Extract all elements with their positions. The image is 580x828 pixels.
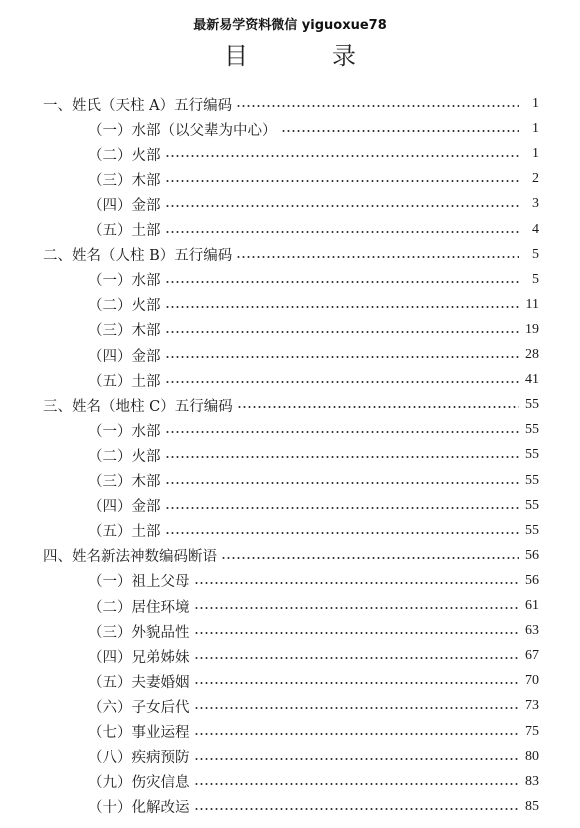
toc-section-entry	[88, 593, 539, 619]
toc-entry-page-number: 19	[525, 321, 539, 337]
toc-entry-label: （三）外貌品性	[88, 624, 190, 641]
toc-section-entry	[88, 317, 539, 343]
toc-entry-label: （一）祖上父母	[88, 574, 190, 591]
toc-chapter-entry	[43, 91, 539, 117]
dot-leader	[194, 657, 520, 659]
dot-leader	[165, 532, 520, 534]
toc-section-entry	[88, 744, 539, 770]
toc-entry-label: （二）火部	[88, 298, 161, 315]
toc-section-entry	[88, 292, 539, 318]
toc-section-entry	[88, 267, 539, 293]
toc-entry-label: （四）金部	[88, 499, 161, 516]
dot-leader	[165, 507, 520, 509]
toc-entry-label: （三）木部	[88, 323, 161, 340]
toc-entry-page-number: 55	[525, 397, 539, 413]
toc-entry-label: （三）木部	[88, 474, 161, 490]
toc-entry-page-number: 55	[525, 472, 539, 488]
dot-leader	[165, 431, 520, 433]
toc-entry-label: （二）火部	[88, 448, 161, 465]
toc-entry-label: 一、姓氏（天柱 A）五行编码	[43, 97, 233, 114]
toc-section-entry	[88, 493, 539, 519]
toc-section-entry	[88, 643, 539, 669]
dot-leader	[236, 105, 519, 107]
dot-leader	[221, 557, 519, 559]
toc-entry-label: （七）事业运程	[88, 725, 190, 741]
toc-section-entry	[88, 442, 539, 468]
toc-entry-page-number: 2	[532, 171, 539, 187]
toc-section-entry	[88, 618, 539, 644]
toc-entry-label: （五）土部	[88, 524, 161, 541]
dot-leader	[194, 707, 520, 709]
toc-entry-page-number: 5	[532, 271, 539, 287]
toc-entry-label: （四）金部	[88, 348, 161, 365]
dot-leader	[165, 482, 520, 484]
dot-leader	[165, 281, 520, 283]
toc-entry-page-number: 67	[525, 648, 539, 664]
toc-section-entry	[88, 116, 539, 142]
dot-leader	[281, 130, 520, 132]
toc-entry-page-number: 56	[525, 547, 539, 563]
dot-leader	[194, 808, 520, 810]
toc-entry-page-number: 80	[525, 748, 539, 764]
toc-entry-page-number: 1	[532, 96, 539, 111]
page-title: 目录	[224, 42, 440, 70]
dot-leader	[194, 758, 520, 760]
toc-section-entry	[88, 217, 539, 243]
toc-section-entry	[88, 668, 539, 694]
toc-entry-label: （四）金部	[88, 197, 161, 214]
dot-leader	[165, 381, 520, 383]
dot-leader	[165, 306, 520, 308]
toc-entry-label: （一）水部（以父辈为中心）	[88, 122, 277, 139]
toc-section-entry	[88, 166, 539, 192]
dot-leader	[194, 783, 520, 785]
toc-entry-label: 二、姓名（人柱 B）五行编码	[43, 248, 233, 265]
toc-entry-page-number: 1	[532, 146, 539, 162]
toc-entry-label: （十）化解改运	[88, 800, 190, 817]
toc-entry-page-number: 5	[532, 246, 539, 262]
toc-chapter-entry	[43, 242, 539, 268]
toc-chapter-entry	[43, 543, 539, 569]
toc-entry-label: （九）伤灾信息	[88, 775, 190, 792]
toc-entry-label: 四、姓名新法神数编码断语	[43, 549, 217, 566]
dot-leader	[165, 331, 520, 333]
toc-entry-page-number: 11	[525, 296, 539, 312]
toc-entry-label: （八）疾病预防	[88, 750, 190, 767]
toc-entry-label: （三）木部	[88, 172, 161, 189]
toc-entry-page-number: 70	[525, 673, 539, 689]
dot-leader	[165, 205, 520, 207]
dot-leader	[165, 356, 520, 358]
toc-section-entry	[88, 367, 539, 393]
dot-leader	[194, 582, 520, 584]
toc-entry-page-number: 73	[525, 698, 539, 714]
toc-entry-label: （四）兄弟姊妹	[88, 649, 190, 666]
toc-entry-label: 三、姓名（地柱 C）五行编码	[43, 398, 233, 415]
toc-entry-label: （五）土部	[88, 223, 161, 239]
toc-entry-page-number: 55	[525, 422, 539, 438]
toc-entry-label: （一）水部	[88, 423, 161, 440]
toc-entry-label: （五）土部	[88, 373, 161, 390]
toc-section-entry	[88, 719, 539, 745]
toc-entry-page-number: 63	[525, 623, 539, 639]
toc-section-entry	[88, 468, 539, 494]
toc-entry-page-number: 41	[525, 372, 539, 388]
dot-leader	[237, 406, 519, 408]
dot-leader	[236, 256, 519, 258]
toc-entry-page-number: 4	[532, 221, 539, 237]
toc-entry-label: （五）夫妻婚姻	[88, 674, 190, 691]
toc-section-entry	[88, 342, 539, 368]
toc-entry-page-number: 83	[525, 773, 539, 789]
toc-section-entry	[88, 141, 539, 167]
dot-leader	[165, 155, 520, 157]
toc-section-entry	[88, 693, 539, 719]
dot-leader	[165, 456, 520, 458]
dot-leader	[165, 231, 520, 233]
toc-section-entry	[88, 417, 539, 443]
toc-entry-page-number: 28	[525, 347, 539, 362]
toc-section-entry	[88, 794, 539, 820]
dot-leader	[194, 607, 520, 609]
toc-section-entry	[88, 769, 539, 795]
toc-chapter-entry	[43, 392, 539, 418]
toc-entry-label: （二）居住环境	[88, 599, 190, 616]
dot-leader	[165, 180, 520, 182]
toc-entry-page-number: 1	[532, 121, 539, 137]
dot-leader	[194, 682, 520, 684]
toc-entry-label: （六）子女后代	[88, 699, 190, 716]
watermark-text: 最新易学资料微信 yiguoxue78	[193, 18, 387, 33]
toc-section-entry	[88, 191, 539, 217]
toc-section-entry	[88, 568, 539, 594]
toc-entry-label: （二）火部	[88, 147, 161, 164]
toc-entry-page-number: 55	[525, 447, 539, 463]
toc-entry-page-number: 75	[525, 723, 539, 739]
toc-entry-label: （一）水部	[88, 273, 161, 290]
toc-entry-page-number: 85	[525, 798, 539, 814]
toc-entry-page-number: 61	[525, 598, 539, 613]
toc-entry-page-number: 55	[525, 522, 539, 538]
toc-entry-page-number: 55	[525, 497, 539, 513]
dot-leader	[194, 733, 520, 735]
dot-leader	[194, 632, 520, 634]
toc-entry-page-number: 56	[525, 572, 539, 588]
toc-entry-page-number: 3	[532, 196, 539, 212]
toc-section-entry	[88, 518, 539, 544]
